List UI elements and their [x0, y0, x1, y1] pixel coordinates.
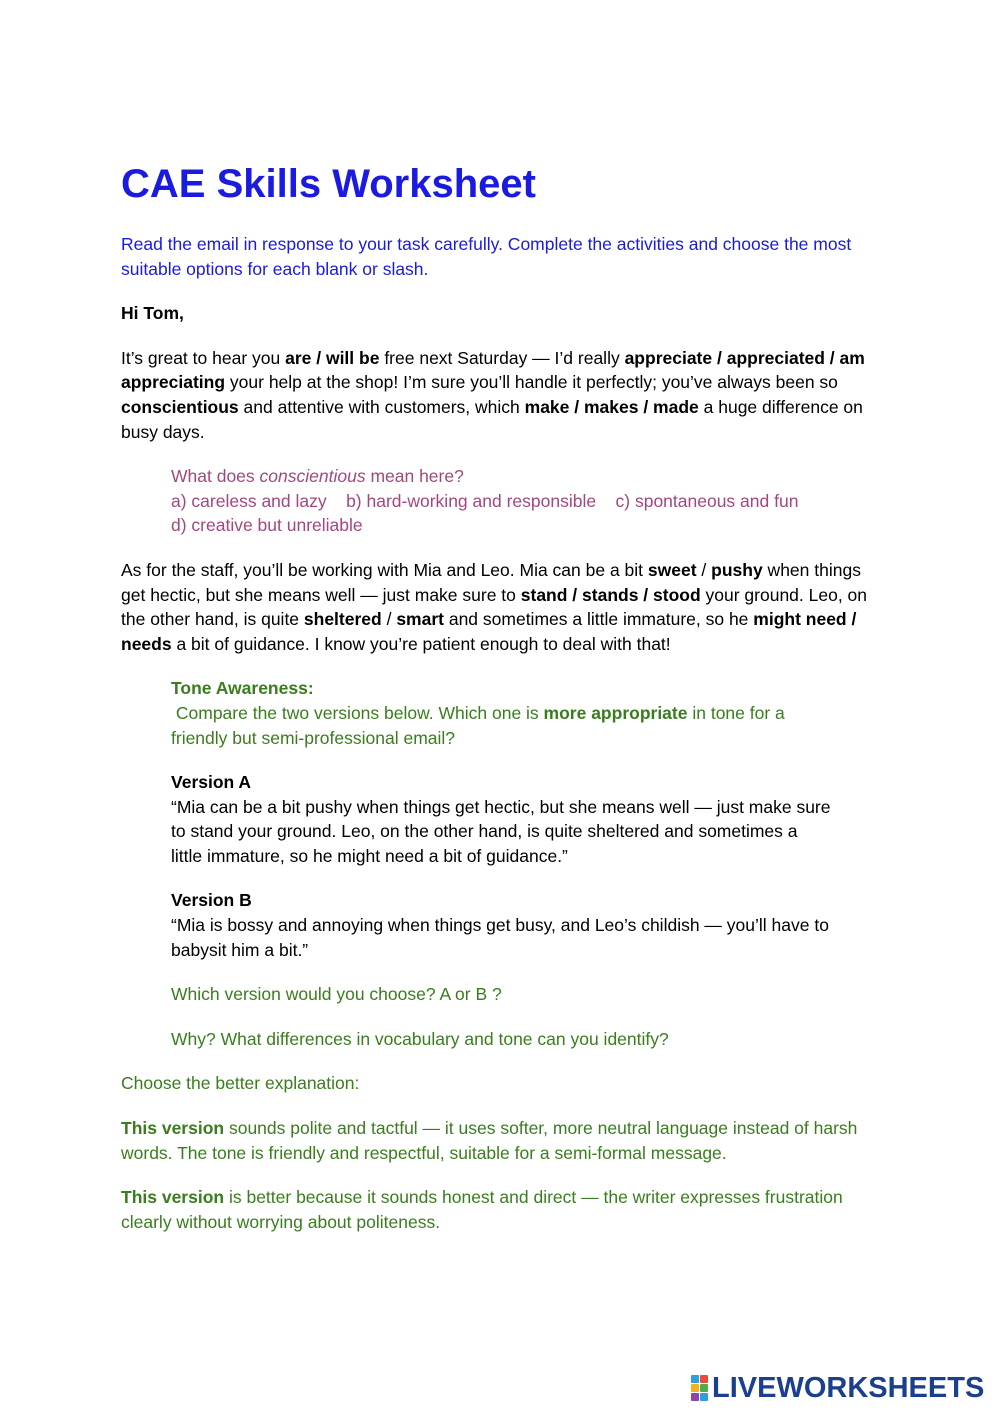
- explanation-2-blank[interactable]: This version: [121, 1187, 225, 1208]
- liveworksheets-logo-text: LIVEWORKSHEETS: [712, 1371, 985, 1404]
- explanation-1-blank[interactable]: This version: [121, 1118, 225, 1139]
- email-greeting: Hi Tom,: [121, 303, 184, 324]
- liveworksheets-logo: [691, 1373, 984, 1403]
- worksheet-page: [121, 160, 881, 1234]
- choice-sheltered[interactable]: sheltered: [303, 609, 382, 630]
- choice-make-makes-made[interactable]: make / makes / made: [524, 396, 699, 417]
- vocabulary-question: What does conscientious mean here? a) careless and lazy b) hard-working and responsible c) spontaneous and fun d) creative but unreliable: [171, 466, 818, 536]
- version-a-text: “Mia can be a bit pushy when things get hectic, but she means well — just make sure to stand your ground. Leo, on the other hand, is quite sheltered and sometimes a little immature, so he might need a bit of guidance.”: [171, 796, 831, 866]
- version-a: [171, 770, 831, 868]
- tone-awareness: Tone Awareness: Compare the two versions below. Which one is more appropriate in tone for a friendly but semi-professional email?: [171, 678, 785, 748]
- liveworksheets-logo-icon: [691, 1375, 708, 1401]
- why-question: Why? What differences in vocabulary and tone can you identify?: [171, 1028, 669, 1049]
- choice-sweet[interactable]: sweet: [647, 559, 697, 580]
- explanation-option-1: This version sounds polite and tactful — it uses softer, more neutral language instead of harsh words. The tone is friendly and respectful, suitable for a semi-formal message.: [121, 1118, 858, 1163]
- choice-appreciate[interactable]: appreciate / appreciated / am appreciating: [121, 347, 865, 393]
- email-paragraph-2: As for the staff, you’ll be working with Mia and Leo. Mia can be a bit sweet / pushy when things get hectic, but she means well — just make sure to stand / stands / stood your ground. Leo, on the other hand, is quite sheltered / smart and sometimes a little immature, so he might need / needs a bit of guidance. I know you’re patient enough to deal with that!: [121, 559, 868, 654]
- tone-heading: Tone Awareness:: [171, 678, 314, 699]
- vocabulary-options[interactable]: a) careless and lazy b) hard-working and responsible c) spontaneous and fun d) creative but unreliable: [171, 490, 818, 536]
- version-b-text: “Mia is bossy and annoying when things get busy, and Leo’s childish — you’ll have to babysit him a bit.”: [171, 915, 829, 960]
- version-b-label: Version B: [171, 890, 252, 911]
- choice-are-will-be[interactable]: are / will be: [285, 347, 380, 368]
- version-b: [171, 888, 831, 962]
- choose-explanation-prompt: Choose the better explanation:: [121, 1073, 360, 1094]
- which-version-question[interactable]: Which version would you choose? A or B ?: [171, 984, 502, 1005]
- email-paragraph-1: It’s great to hear you are / will be free next Saturday — I’d really appreciate / appreciated / am appreciating your help at the shop! I’m sure you’ll handle it perfectly; you’ve always been so conscientious and attentive with customers, which make / makes / made a huge difference on busy days.: [121, 347, 865, 442]
- choice-smart[interactable]: smart: [396, 609, 444, 630]
- choice-might-need-needs[interactable]: might need / needs: [121, 609, 857, 654]
- version-a-label: Version A: [171, 772, 252, 793]
- choice-pushy[interactable]: pushy: [711, 559, 763, 580]
- page-title: CAE Skills Worksheet: [121, 162, 536, 206]
- choice-stand-stands-stood[interactable]: stand / stands / stood: [520, 584, 701, 605]
- instructions: Read the email in response to your task carefully. Complete the activities and choose the most suitable options for each blank or slash.: [121, 234, 852, 279]
- word-conscientious: conscientious: [121, 396, 239, 417]
- explanation-option-2: This version is better because it sounds honest and direct — the writer expresses frustration clearly without worrying about politeness.: [121, 1187, 843, 1232]
